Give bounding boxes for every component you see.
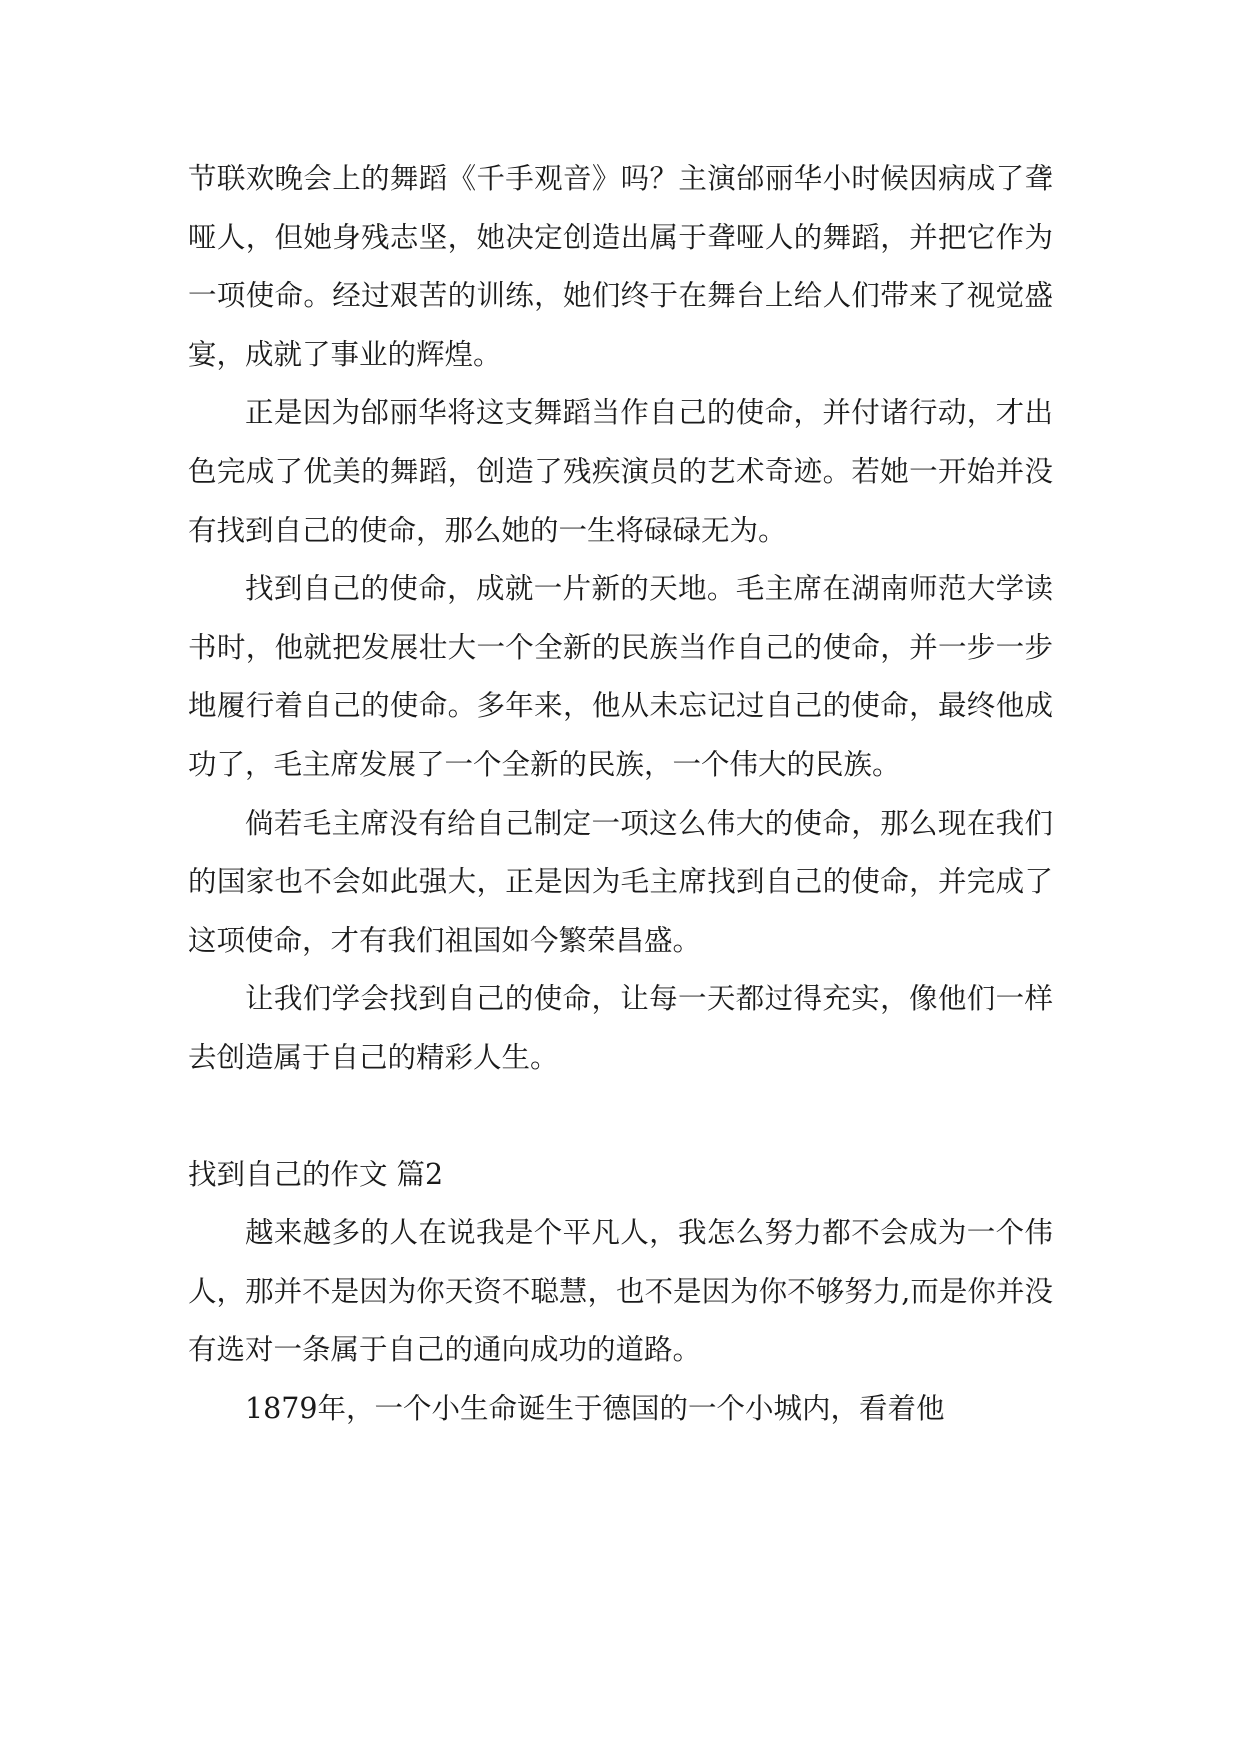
paragraph: 节联欢晚会上的舞蹈《千手观音》吗？主演邰丽华小时候因病成了聋哑人，但她身残志坚，她决定创造出属于聋哑人的舞蹈，并把它作为一项使命。经过艰苦的训练，她们终于在舞台上给人们带来了视觉盛宴，成就了事业的辉煌。 (188, 162, 1053, 371)
document-page (188, 150, 1053, 1438)
paragraph: 正是因为邰丽华将这支舞蹈当作自己的使命，并付诸行动，才出色完成了优美的舞蹈，创造了残疾演员的艺术奇迹。若她一开始并没有找到自己的使命，那么她的一生将碌碌无为。 (188, 396, 1053, 547)
section-title: 找到自己的作文 篇2 (188, 1157, 444, 1191)
paragraph: 越来越多的人在说我是个平凡人，我怎么努力都不会成为一个伟人，那并不是因为你天资不聪慧，也不是因为你不够努力,而是你并没有选对一条属于自己的通向成功的道路。 (188, 1216, 1053, 1367)
paragraph: 倘若毛主席没有给自己制定一项这么伟大的使命，那么现在我们的国家也不会如此强大，正是因为毛主席找到自己的使命，并完成了这项使命，才有我们祖国如今繁荣昌盛。 (188, 806, 1053, 957)
paragraph: 让我们学会找到自己的使命，让每一天都过得充实，像他们一样去创造属于自己的精彩人生。 (188, 982, 1053, 1074)
paragraph: 1879年，一个小生命诞生于德国的一个小城内，看着他 (245, 1391, 945, 1425)
paragraph: 找到自己的使命，成就一片新的天地。毛主席在湖南师范大学读书时，他就把发展壮大一个全新的民族当作自己的使命，并一步一步地履行着自己的使命。多年来，他从未忘记过自己的使命，最终他成功了，毛主席发展了一个全新的民族，一个伟大的民族。 (188, 572, 1053, 781)
